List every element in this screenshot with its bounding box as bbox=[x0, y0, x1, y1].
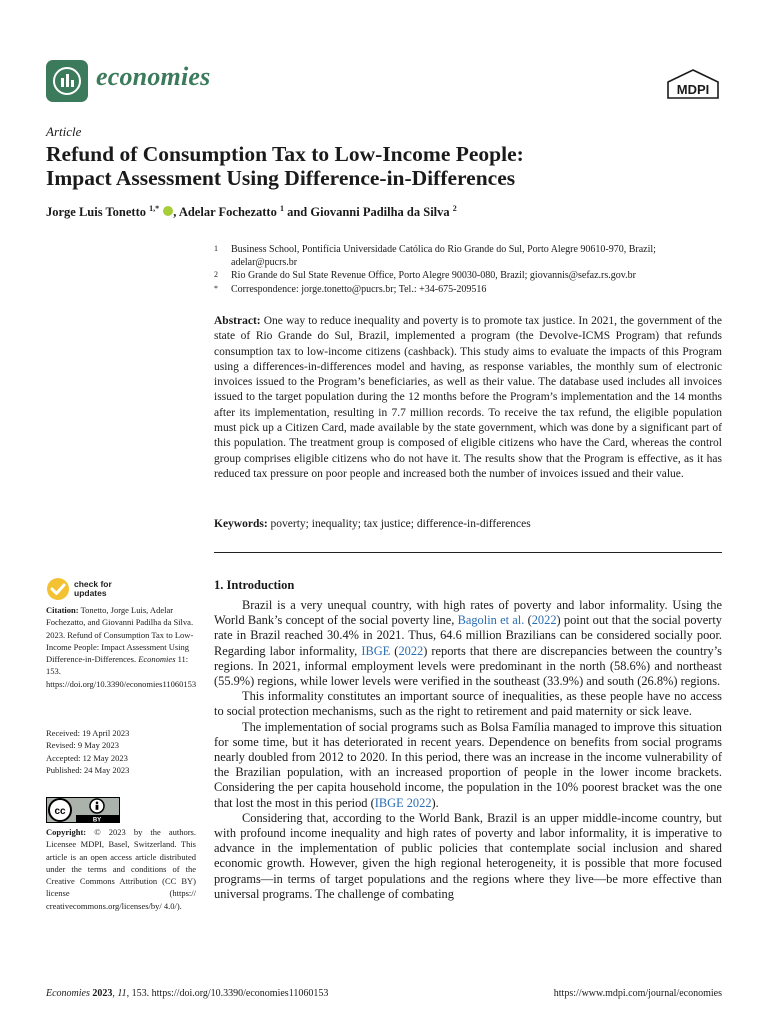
citation-block bbox=[46, 604, 196, 690]
section-divider bbox=[214, 552, 722, 553]
cc-by-license-icon[interactable] bbox=[46, 797, 120, 823]
publisher-logo bbox=[664, 68, 722, 102]
affiliation-item bbox=[214, 243, 724, 269]
affiliation-mark: * bbox=[214, 283, 218, 293]
affiliation-mark: 1 bbox=[214, 244, 218, 253]
footer-year: 2023 bbox=[89, 988, 113, 999]
check-updates-line2: updates bbox=[74, 588, 107, 598]
author-name: , Adelar Fochezatto bbox=[173, 205, 277, 220]
paragraph: Considering that, according to the World Bank, Brazil is an upper middle-income country, but with profound income inequality and high rates of poverty and labor informality, it is imperative to advance in the implementation of public policies that contemplate social inclusion and shared economic growth. However, given the high regional heterogeneity, it is possible that more focused programs—in terms of target populations and the regions where they live—be more effective than universal programs. The challenge of combating bbox=[214, 810, 722, 901]
affiliation-text: Rio Grande do Sul State Revenue Office, Porto Alegre 90030-080, Brazil; giovannis@sefaz.rs.gov.br bbox=[231, 270, 636, 282]
keywords bbox=[214, 518, 722, 530]
citation-text: Tonetto, Jorge Luis, Adelar Fochezatto, and Giovanni Padilha da Silva. 2023. Refund of Consumption Tax to Low-Income People: Impact Assessment Using Difference-in-Differences. bbox=[46, 605, 194, 665]
copyright-label: Copyright: bbox=[46, 827, 87, 837]
affiliations bbox=[214, 243, 724, 296]
footer-volume: , 11 bbox=[112, 988, 127, 999]
date-accepted: Accepted: 12 May 2023 bbox=[46, 752, 128, 763]
publisher-logo-text: MDPI bbox=[676, 82, 710, 97]
author-list bbox=[46, 204, 457, 220]
paragraph-text: Brazil is a very unequal country, with high rates of poverty and labor informality. Using the World Bank’s concept of the social poverty line, bbox=[214, 598, 722, 628]
affiliation-mark: 2 bbox=[214, 270, 218, 280]
check-for-updates-button[interactable] bbox=[46, 577, 112, 601]
check-updates-line1: check for bbox=[74, 579, 112, 589]
affiliation-text: Business School, Pontifícia Universidade Católica do Rio Grande do Sul, Porto Alegre 90610-970, Brazil; adelar@pucrs.br bbox=[231, 244, 656, 269]
check-updates-label bbox=[74, 580, 112, 598]
journal-name: economies bbox=[96, 62, 211, 91]
paragraph-text: ) point out that the social poverty rate in Brazil reached 30.4% in 2021. Thus, 64.6 million Brazilians can be considered socially poor. Regarding labor informality, bbox=[214, 613, 722, 658]
abstract-label: Abstract: bbox=[214, 315, 261, 327]
date-received: Received: 19 April 2023 bbox=[46, 728, 130, 738]
footer-journal: Economies bbox=[46, 988, 90, 999]
cc-mark: cc bbox=[54, 806, 66, 817]
paragraph-text: ) reports that there are discrepancies between the country’s regions. In 2021, informal employment levels were predominant in the north (58.6%) and northeast (55.9%) regions, while lower levels were verified in the southeast (33.9%) and south (26.8%) regions. bbox=[214, 643, 723, 689]
citation-link[interactable]: 2022 bbox=[398, 643, 424, 658]
citation-journal: Economies bbox=[138, 654, 176, 665]
author-affil-sup: 2 bbox=[452, 204, 457, 213]
affiliation-text: Correspondence: jorge.tonetto@pucrs.br; Tel.: +34-675-209516 bbox=[231, 283, 487, 295]
citation-link[interactable]: IBGE 2022 bbox=[374, 795, 432, 810]
section-heading-introduction: 1. Introduction bbox=[214, 578, 295, 592]
author-name: Jorge Luis Tonetto bbox=[46, 205, 147, 220]
article-title bbox=[46, 142, 726, 190]
publication-dates bbox=[46, 727, 196, 776]
citation-label: Citation: bbox=[46, 605, 79, 615]
paragraph-text: The implementation of social programs such as Bolsa Família managed to improve this situation for some time, but it has deteriorated in recent years. Dependence on benefits from social programs nearly doubled from 2012 to 2020. In this period, there was an increase in the income vulnerability of the Brazilian population, with an increased proportion of people in the lower income brackets. Considering the per capita household income, the population in the 10% poorest bracket was the one that lost the most in this period ( bbox=[214, 719, 722, 810]
date-published: Published: 24 May 2023 bbox=[46, 764, 130, 775]
journal-logo-icon bbox=[46, 60, 88, 102]
citation-doi[interactable]: 11: 153. https://doi.org/10.3390/economies11060153 bbox=[46, 654, 197, 689]
author-affil-sup: 1 bbox=[279, 204, 284, 213]
affiliation-item bbox=[214, 283, 724, 296]
abstract bbox=[214, 314, 722, 482]
introduction-body bbox=[214, 598, 722, 902]
footer-doi[interactable]: , 153. https://doi.org/10.3390/economies11060153 bbox=[126, 988, 329, 999]
paragraph bbox=[214, 720, 722, 811]
paragraph-text: ( bbox=[390, 643, 399, 658]
copyright-notice bbox=[46, 826, 196, 912]
orcid-icon[interactable] bbox=[163, 206, 173, 216]
paragraph: This informality constitutes an important source of inequalities, as these people have no access to social protection mechanisms, such as the right to retirement and paid maternity or sick leave. bbox=[214, 689, 722, 719]
affiliation-item bbox=[214, 269, 724, 282]
author-affil-sup: 1,* bbox=[149, 204, 160, 213]
footer-citation bbox=[46, 988, 328, 999]
cc-by-label: BY bbox=[92, 817, 102, 823]
title-line-2: Impact Assessment Using Difference-in-Differences bbox=[46, 166, 516, 190]
citation-link[interactable]: Bagolin et al. bbox=[457, 613, 525, 628]
check-updates-icon bbox=[46, 577, 70, 601]
keywords-text: poverty; inequality; tax justice; difference-in-differences bbox=[267, 518, 531, 530]
footer-journal-url[interactable]: https://www.mdpi.com/journal/economies bbox=[553, 988, 722, 999]
abstract-text: One way to reduce inequality and poverty is to promote tax justice. In 2021, the government of the state of Rio Grande do Sul, Brazil, implemented a program (the Devolve-ICMS Program) that refunds consumption tax to low-income citizens (cashback). This study aims to evaluate the impacts of this Program using a differences-in-differences model and having, as response variables, the monthly sum of electronic invoices issued to the Program’s beneficiaries, as well as their value. The database used includes all invoices issued to the target population during the 12 months before the Program’s implementation and the 14 months after its implementation, resulting in 7.7 million records. To receive the tax refund, the eligible population must pick up a Citizen Card, made available by the state government, which was done by a significant part of this population. The treatment group is composed of eligible citizens who have the Card, whereas the control group comprises eligible citizens who do not have it. The results show that the Program is effective, as it has reduced tax pressure on poor people and increased both the number of invoices issued and their value. bbox=[214, 315, 722, 480]
title-line-1: Refund of Consumption Tax to Low-Income People: bbox=[46, 142, 524, 166]
paragraph-text: ). bbox=[431, 795, 439, 810]
citation-link[interactable]: IBGE bbox=[361, 643, 391, 658]
paragraph bbox=[214, 598, 722, 689]
keywords-label: Keywords: bbox=[214, 518, 268, 530]
copyright-text: © 2023 by the authors. Licensee MDPI, Basel, Switzerland. This article is an open access article distributed under the terms and conditions of the Creative Commons Attribution (CC BY) license (https:// creativecommons.org/licenses/by/ 4.0/). bbox=[46, 827, 196, 911]
date-revised: Revised: 9 May 2023 bbox=[46, 740, 119, 751]
author-name: and Giovanni Padilha da Silva bbox=[283, 205, 450, 220]
paragraph-text: ( bbox=[524, 613, 532, 628]
citation-link[interactable]: 2022 bbox=[531, 613, 557, 628]
article-type: Article bbox=[46, 124, 82, 139]
